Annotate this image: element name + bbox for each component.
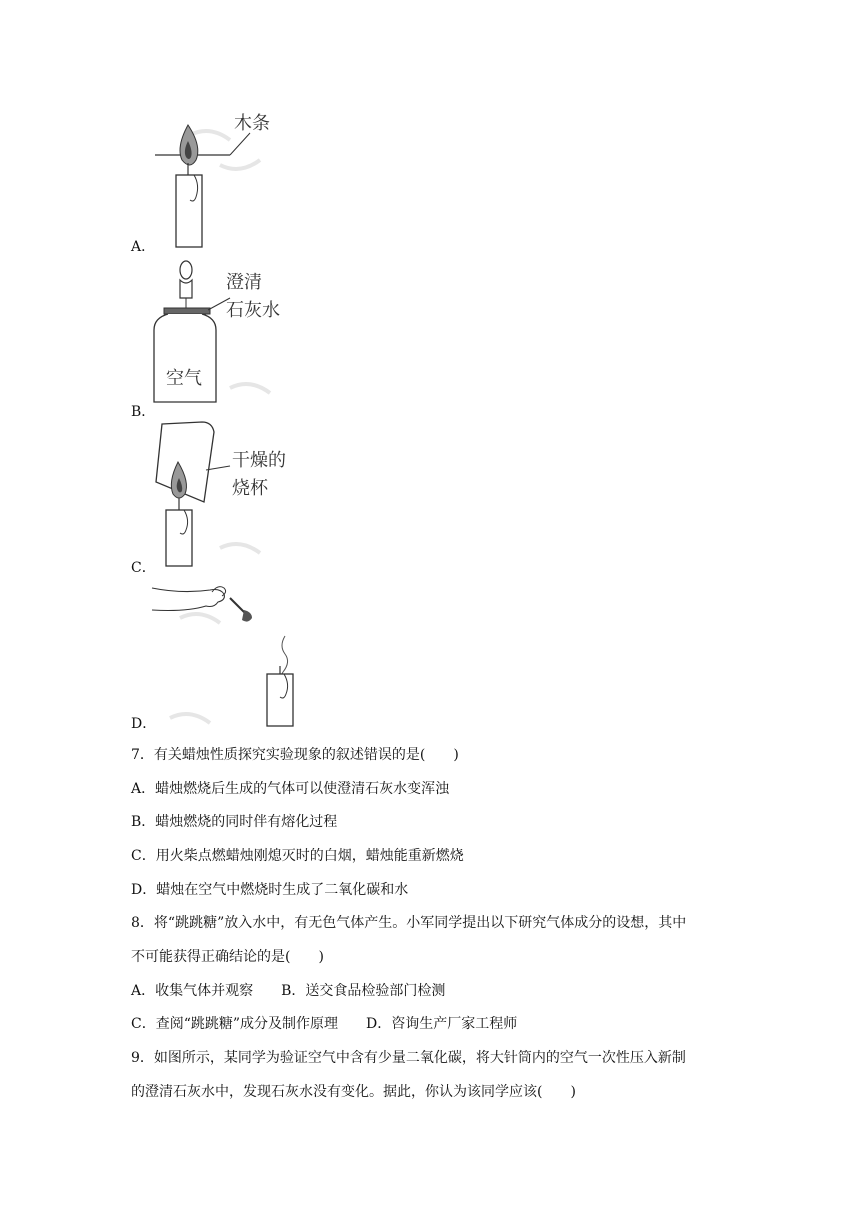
figure-c-letter: C．: [131, 560, 156, 576]
question-8-stem-line2: 不可能获得正确结论的是( ): [131, 949, 324, 965]
figure-b-label-line1: 澄清: [226, 272, 262, 293]
question-8-options-line1: A．收集气体并观察 B．送交食品检验部门检测: [131, 983, 446, 999]
figure-a-candle-wood-strip: [150, 105, 280, 250]
figure-d-letter: D．: [131, 716, 157, 732]
figure-c-label-line2: 烧杯: [232, 478, 268, 499]
figure-a-label: 木条: [234, 113, 270, 134]
figure-b-letter: B．: [131, 404, 156, 420]
figure-c-dry-beaker: [150, 418, 290, 570]
question-7-option-b: B．蜡烛燃烧的同时伴有熔化过程: [131, 814, 338, 830]
figure-c-label-line1: 干燥的: [232, 450, 286, 471]
figure-d-relight-candle: [150, 578, 300, 730]
question-9-stem-line1: 9．如图所示，某同学为验证空气中含有少量二氧化碳，将大针筒内的空气一次性压入新制: [131, 1050, 686, 1066]
question-8-options-line2: C．查阅“跳跳糖”成分及制作原理 D．咨询生产厂家工程师: [131, 1016, 518, 1032]
question-8-stem-line1: 8．将“跳跳糖”放入水中，有无色气体产生。小军同学提出以下研究气体成分的设想，其中: [131, 915, 687, 931]
figure-b-bottle-text: 空气: [166, 368, 202, 389]
figure-b-bottle-limewater: [150, 258, 295, 410]
figure-a-letter: A．: [131, 239, 156, 255]
question-7-option-d: D．蜡烛在空气中燃烧时生成了二氧化碳和水: [131, 882, 409, 898]
figure-b-label-line2: 石灰水: [226, 300, 280, 321]
question-7-stem: 7．有关蜡烛性质探究实验现象的叙述错误的是( ): [131, 747, 459, 763]
question-9-stem-line2: 的澄清石灰水中，发现石灰水没有变化。据此，你认为该同学应该( ): [131, 1084, 576, 1100]
question-7-option-c: C．用火柴点燃蜡烛刚熄灭时的白烟，蜡烛能重新燃烧: [131, 848, 464, 864]
question-7-option-a: A．蜡烛燃烧后生成的气体可以使澄清石灰水变浑浊: [131, 781, 450, 797]
